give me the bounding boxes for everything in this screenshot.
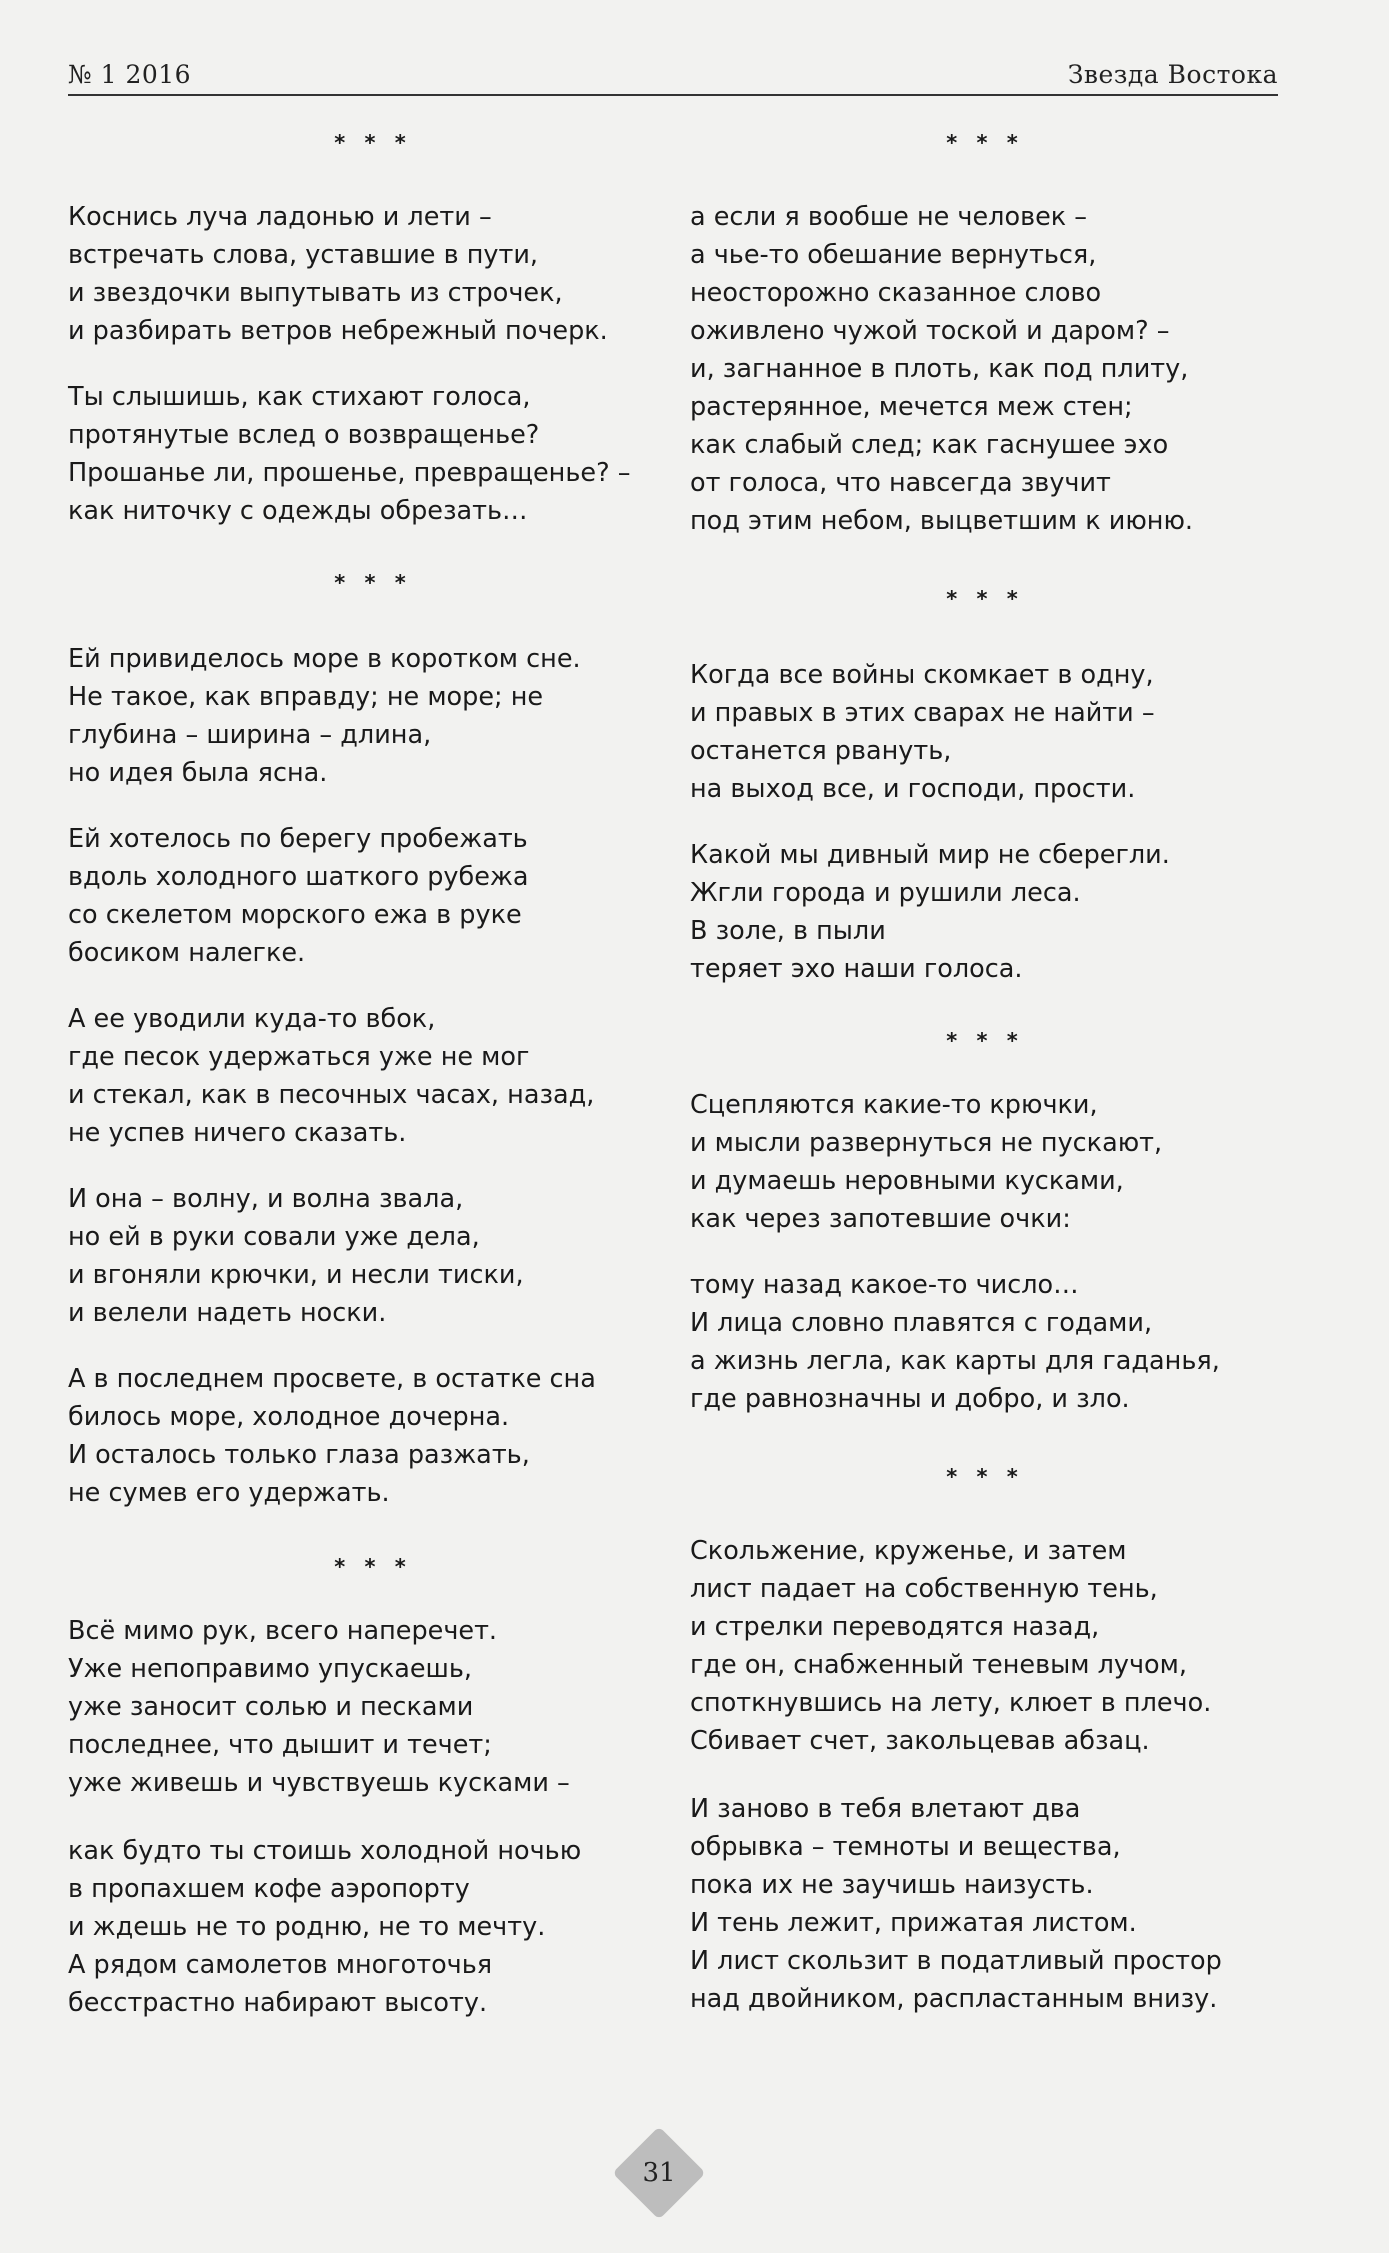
poem-line: пока их не заучишь наизусть. (690, 1870, 1094, 1900)
stanza-separator: * * * (334, 571, 412, 595)
poem-line: останется рвануть, (690, 736, 952, 766)
poem-stanza (68, 1000, 678, 1152)
poem-line: Уже непоправимо упускаешь, (68, 1654, 473, 1684)
left-column (68, 128, 678, 2022)
poem-line: В золе, в пыли (690, 916, 886, 946)
poem-stanza (68, 640, 678, 792)
poem-line: как будто ты стоишь холодной ночью (68, 1836, 582, 1866)
poem-line: Когда все войны скомкает в одну, (690, 660, 1154, 690)
poem-line: Не такое, как вправду; не море; не (68, 682, 544, 712)
poem-line: глубина – ширина – длина, (68, 720, 432, 750)
poem-line: со скелетом морского ежа в руке (68, 900, 522, 930)
poem-line: оживлено чужой тоской и даром? – (690, 316, 1170, 346)
poem-line: и вгоняли крючки, и несли тиски, (68, 1260, 524, 1290)
poem-line: Скольжение, круженье, и затем (690, 1536, 1127, 1566)
issue-number: № 1 2016 (68, 60, 192, 89)
poem-line: А в последнем просвете, в остатке сна (68, 1364, 596, 1394)
poem-line: И заново в тебя влетают два (690, 1794, 1081, 1824)
poem-line: последнее, что дышит и течет; (68, 1730, 492, 1760)
poem-line: над двойником, распластанным внизу. (690, 1984, 1218, 2014)
poem-line: а жизнь легла, как карты для гаданья, (690, 1346, 1220, 1376)
poem-line: не успев ничего сказать. (68, 1118, 407, 1148)
poem-line: Ей привиделось море в коротком сне. (68, 644, 581, 674)
poem-line: в пропахшем кофе аэропорту (68, 1874, 470, 1904)
poem-line: неосторожно сказанное слово (690, 278, 1102, 308)
poem-line: но идея была ясна. (68, 758, 328, 788)
poem-stanza (68, 198, 678, 350)
poem-line: под этим небом, выцветшим к июню. (690, 506, 1194, 536)
poem-line: Ей хотелось по берегу пробежать (68, 824, 528, 854)
poem-line: лист падает на собственную тень, (690, 1574, 1158, 1604)
poem-stanza (68, 820, 678, 972)
poem-line: уже заносит солью и песками (68, 1692, 474, 1722)
stanza-separator: * * * (334, 1555, 412, 1579)
poem-stanza (68, 1360, 678, 1512)
poem-line: как ниточку с одежды обрезать… (68, 496, 528, 526)
poem-line: А рядом самолетов многоточья (68, 1950, 493, 1980)
poem-line: билось море, холодное дочерна. (68, 1402, 510, 1432)
poem-line: Жгли города и рушили леса. (690, 878, 1081, 908)
right-column (690, 128, 1280, 2018)
poem-line: как через запотевшие очки: (690, 1204, 1071, 1234)
poem-stanza (690, 1266, 1280, 1418)
poem-stanza (68, 378, 678, 530)
poem-line: а если я вообше не человек – (690, 202, 1088, 232)
stanza-separator: * * * (334, 131, 412, 155)
poem-line: и стрелки переводятся назад, (690, 1612, 1100, 1642)
poem-stanza (690, 1532, 1280, 1760)
poem-line: Сбивает счет, закольцевав абзац. (690, 1726, 1150, 1756)
poem-line: тому назад какое-то число… (690, 1270, 1079, 1300)
poem-line: и стекал, как в песочных часах, назад, (68, 1080, 595, 1110)
poem-stanza (690, 1086, 1280, 1238)
poem-line: протянутые вслед о возвращенье? (68, 420, 540, 450)
poem-line: и думаешь неровными кусками, (690, 1166, 1124, 1196)
poem-line: И она – волну, и волна звала, (68, 1184, 464, 1214)
poem-line: и, загнанное в плоть, как под плиту, (690, 354, 1189, 384)
poem-line: и ждешь не то родню, не то мечту. (68, 1912, 546, 1942)
poem-line: Коснись луча ладонью и лети – (68, 202, 492, 232)
poem-line: и велели надеть носки. (68, 1298, 387, 1328)
poem-line: И тень лежит, прижатая листом. (690, 1908, 1137, 1938)
poem-line: споткнувшись на лету, клюет в плечо. (690, 1688, 1212, 1718)
poem-stanza (690, 198, 1280, 540)
poem-line: уже живешь и чувствуешь кусками – (68, 1768, 570, 1798)
poem-stanza (68, 1180, 678, 1332)
poem-line: от голоса, что навсегда звучит (690, 468, 1111, 498)
poem-line: и разбирать ветров небрежный почерк. (68, 316, 608, 346)
poem-line: босиком налегке. (68, 938, 306, 968)
poem-line: встречать слова, уставшие в пути, (68, 240, 538, 270)
stanza-separator: * * * (946, 1465, 1024, 1489)
page-number: 31 (642, 2158, 676, 2188)
stanza-separator: * * * (946, 587, 1024, 611)
stanza-separator: * * * (946, 131, 1024, 155)
poem-line: а чье-то обешание вернуться, (690, 240, 1097, 270)
poem-line: где равнозначны и добро, и зло. (690, 1384, 1130, 1414)
poem-line: но ей в руки совали уже дела, (68, 1222, 480, 1252)
poem-line: и мысли развернуться не пускают, (690, 1128, 1163, 1158)
poem-line: Всё мимо рук, всего наперечет. (68, 1616, 498, 1646)
poem-stanza (690, 836, 1280, 988)
poem-stanza (690, 1790, 1280, 2018)
poem-line: как слабый след; как гаснушее эхо (690, 430, 1169, 460)
poem-line: где песок удержаться уже не мог (68, 1042, 530, 1072)
poem-line: растерянное, мечется меж стен; (690, 392, 1133, 422)
poem-line: обрывка – темноты и вещества, (690, 1832, 1121, 1862)
poem-line: где он, снабженный теневым лучом, (690, 1650, 1187, 1680)
poem-line: Ты слышишь, как стихают голоса, (68, 382, 531, 412)
poem-line: и правых в этих сварах не найти – (690, 698, 1155, 728)
journal-title: Звезда Востока (1067, 60, 1278, 89)
poem-line: на выход все, и господи, прости. (690, 774, 1136, 804)
poem-line: И осталось только глаза разжать, (68, 1440, 530, 1470)
running-header (68, 60, 1278, 96)
poem-stanza (68, 1612, 678, 1802)
poem-stanza (68, 1832, 678, 2022)
poem-line: А ее уводили куда-то вбок, (68, 1004, 436, 1034)
stanza-separator: * * * (946, 1029, 1024, 1053)
poem-line: И лист скользит в податливый простор (690, 1946, 1222, 1976)
poem-line: Сцепляются какие-то крючки, (690, 1090, 1098, 1120)
poem-line: И лица словно плавятся с годами, (690, 1308, 1153, 1338)
poem-line: вдоль холодного шаткого рубежа (68, 862, 529, 892)
poem-line: бесстрастно набирают высоту. (68, 1988, 488, 2018)
poem-line: не сумев его удержать. (68, 1478, 390, 1508)
poem-line: Какой мы дивный мир не сберегли. (690, 840, 1170, 870)
poem-line: Прошанье ли, прошенье, превращенье? – (68, 458, 631, 488)
poem-line: и звездочки выпутывать из строчек, (68, 278, 563, 308)
poem-line: теряет эхо наши голоса. (690, 954, 1023, 984)
poem-stanza (690, 656, 1280, 808)
